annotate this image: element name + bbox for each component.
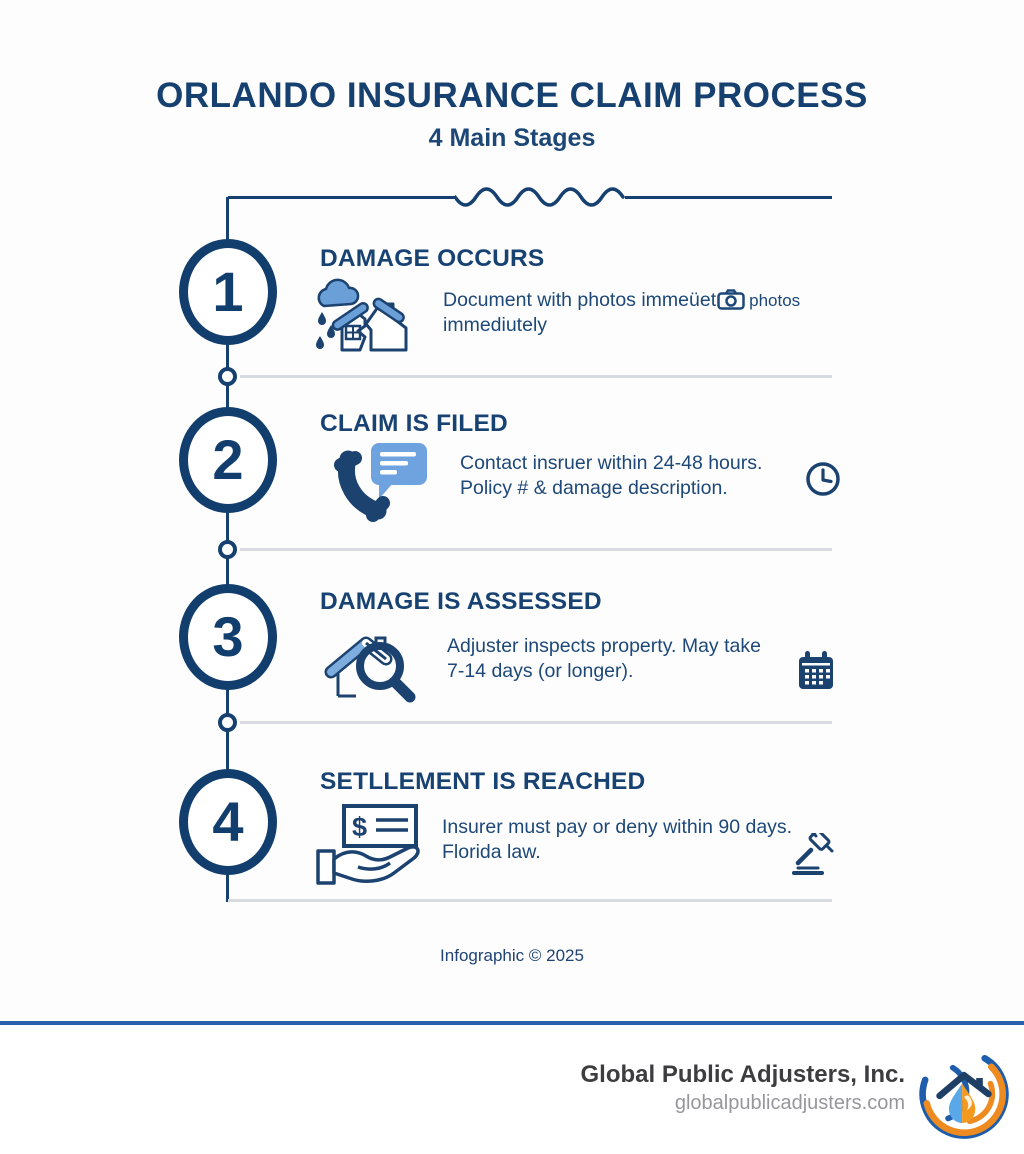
phone-chat-icon <box>333 441 435 529</box>
stage-divider <box>228 899 832 902</box>
stage-3-desc-text: Adjuster inspects property. May take <box>447 635 761 657</box>
stage-3-desc-text: 7-14 days (or longer). <box>447 660 634 682</box>
stage-divider <box>240 375 832 378</box>
stage-1-number-badge <box>179 239 277 345</box>
stage-1-description <box>443 288 863 338</box>
timeline-node-dot <box>218 713 237 732</box>
svg-text:$: $ <box>352 812 368 842</box>
stage-1-desc-text: Document with photos immeüet <box>443 289 717 311</box>
camera-icon <box>717 289 745 310</box>
stage-2-number-badge <box>179 407 277 513</box>
stage-number: 4 <box>212 790 244 853</box>
infographic-copyright: Infographic © 2025 <box>440 946 584 965</box>
stage-divider <box>240 721 832 724</box>
stage-3-description <box>447 634 827 684</box>
stage-1-desc-text: photos <box>749 291 801 310</box>
stage-3-title: DAMAGE IS ASSESSED <box>320 588 602 615</box>
stage-1-desc-text: immediutely <box>443 314 548 336</box>
stage-2-desc-text: Policy # & damage description. <box>460 477 728 499</box>
stage-1-title: DAMAGE OCCURS <box>320 245 545 272</box>
storm-damaged-house-icon <box>310 278 418 356</box>
page-subtitle: 4 Main Stages <box>428 124 596 152</box>
timeline-top-line-left <box>228 196 456 199</box>
squiggle-line <box>455 185 625 209</box>
company-website[interactable]: globalpublicadjusters.com <box>674 1092 905 1114</box>
timeline-node-dot <box>218 367 237 386</box>
stage-number: 1 <box>212 260 244 323</box>
stage-4-desc-text: Florida law. <box>442 841 541 863</box>
stage-divider <box>240 548 832 551</box>
house-flame-waterdrop-swirl-logo <box>917 1044 1011 1144</box>
check-in-hand-icon <box>314 801 432 889</box>
gavel-icon <box>788 833 838 881</box>
stage-2-description <box>460 451 820 501</box>
timeline-node-dot <box>218 540 237 559</box>
stage-4-desc-text: Insurer must pay or deny within 90 days. <box>442 816 793 838</box>
house-magnifier-icon <box>318 616 426 704</box>
stage-4-title: SETLLEMENT IS REACHED <box>320 768 646 795</box>
company-name: Global Public Adjusters, Inc. <box>580 1061 905 1088</box>
stage-number: 3 <box>212 605 244 668</box>
stage-2-title: CLAIM IS FILED <box>320 410 508 437</box>
timeline-top-line-right <box>625 196 832 199</box>
page-title: ORLANDO INSURANCE CLAIM PROCESS <box>156 76 868 115</box>
stage-2-desc-text: Contact insruer within 24-48 hours. <box>460 452 763 474</box>
brand-text-block <box>580 1061 905 1115</box>
clock-icon <box>804 460 842 498</box>
header <box>0 76 1024 153</box>
stage-number: 2 <box>212 428 244 491</box>
calendar-icon <box>797 650 835 692</box>
stage-3-number-badge <box>179 584 277 690</box>
stage-4-number-badge <box>179 769 277 875</box>
